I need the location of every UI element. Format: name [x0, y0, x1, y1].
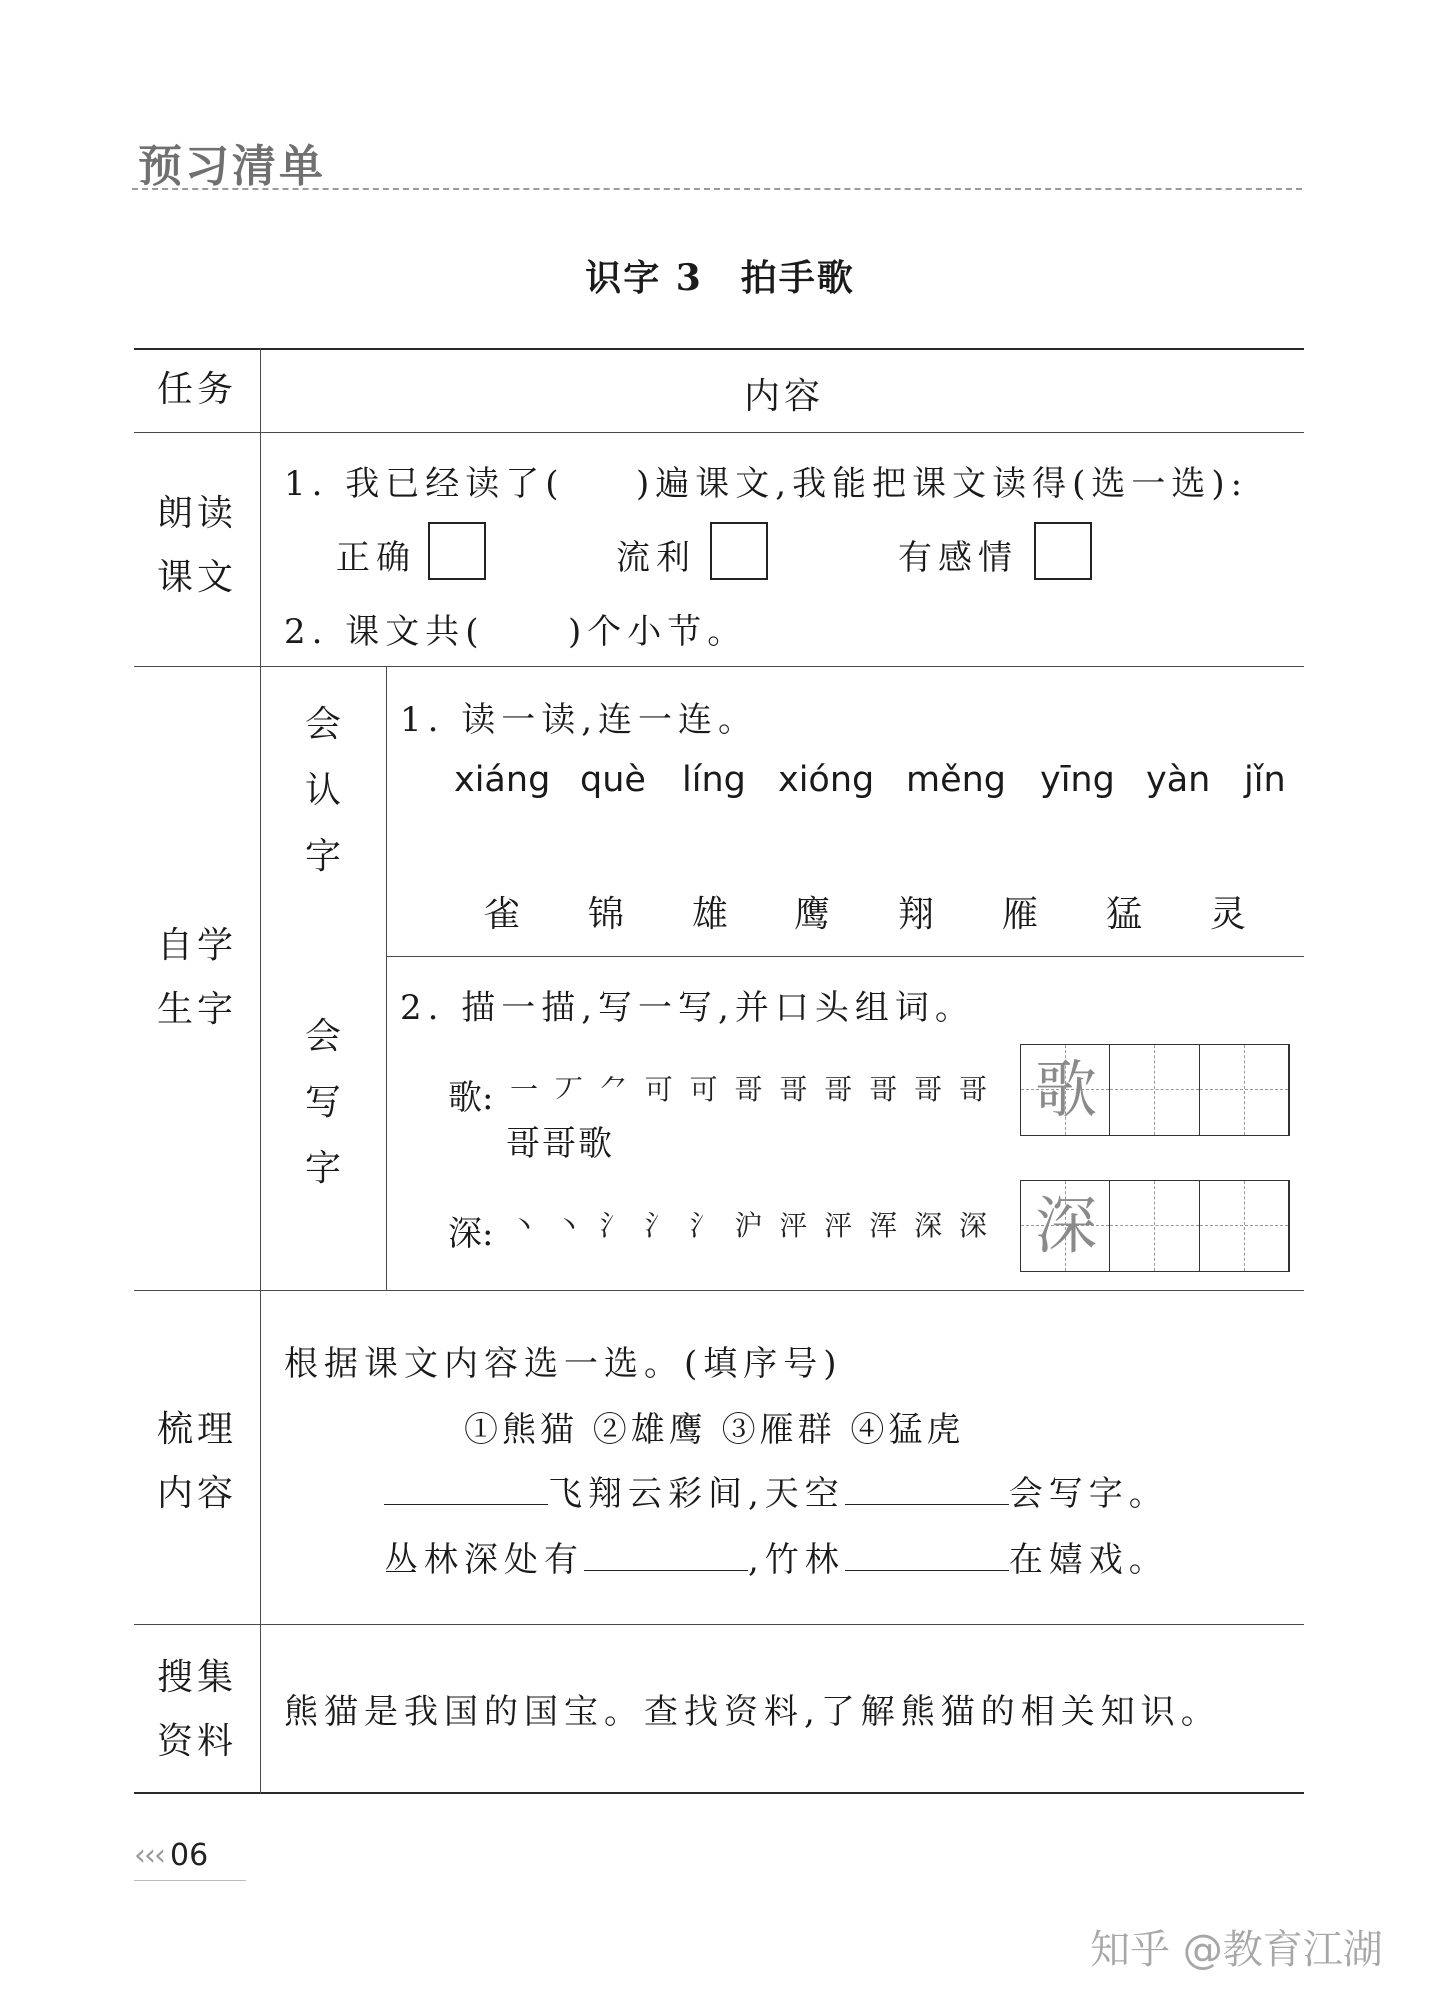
grid-square[interactable]: [1200, 1045, 1289, 1135]
option-emotion-checkbox[interactable]: [1034, 522, 1092, 580]
sub-column-divider: [386, 666, 387, 1290]
sort-line-1-text-b: 会写字。: [1008, 1474, 1169, 1514]
option-fluent-label: 流利: [616, 538, 696, 578]
sort-line-2-text-a: 丛林深处有: [384, 1540, 584, 1580]
sort-instruction: 根据课文内容选一选。(填序号): [284, 1344, 843, 1384]
lesson-label: 识字 3: [585, 257, 703, 299]
shen-stroke-order: 丶 丶 氵 氵 氵 沪 泙 泙 浑 深 深: [510, 1209, 992, 1242]
hanzi-item: 锦: [588, 894, 625, 935]
page-number-underline: [134, 1880, 246, 1881]
sort-line-1: [384, 1466, 1169, 1515]
answer-blank[interactable]: [845, 1475, 1009, 1505]
recognize-instruction: 1. 读一读,连一连。: [400, 700, 759, 740]
reading-label-1: 朗读: [156, 493, 237, 534]
hanzi-item: 猛: [1106, 894, 1143, 935]
lesson-name: 拍手歌: [740, 257, 855, 299]
self-study-label-2: 生字: [156, 989, 237, 1030]
reading-q1-end: )遍课文,我能把课文读得(选一选):: [636, 464, 1249, 504]
hanzi-item: 雀: [484, 894, 521, 935]
pinyin-item: xiáng: [454, 760, 551, 800]
watermark: 知乎 @教育江湖: [1090, 1927, 1383, 1973]
row-divider: [134, 432, 1304, 433]
answer-blank[interactable]: [845, 1541, 1009, 1571]
sort-line-2: [384, 1532, 1169, 1581]
grid-square[interactable]: [1110, 1181, 1199, 1271]
self-study-label-1: 自学: [156, 925, 237, 966]
option-correct-checkbox[interactable]: [428, 522, 486, 580]
hanzi-item: 雁: [1002, 894, 1039, 935]
collect-text: 熊猫是我国的国宝。查找资料,了解熊猫的相关知识。: [284, 1692, 1221, 1732]
option-correct-label: 正确: [336, 538, 416, 578]
page-number-value: 06: [170, 1838, 209, 1873]
sort-label-2: 内容: [156, 1473, 237, 1514]
answer-blank[interactable]: [584, 1541, 748, 1571]
shen-writing-grid[interactable]: [1020, 1180, 1290, 1272]
ge-stroke-order-line2: 哥哥歌: [506, 1124, 614, 1164]
answer-blank[interactable]: [384, 1475, 548, 1505]
hanzi-item: 雄: [692, 894, 729, 935]
pinyin-item: yàn: [1146, 760, 1211, 800]
reading-label-2: 课文: [156, 557, 237, 598]
write-label-2: 写: [304, 1082, 341, 1123]
section-title: 预习清单: [138, 141, 326, 192]
hanzi-item: 灵: [1210, 894, 1247, 935]
ge-trace-char: 歌: [1034, 1053, 1097, 1126]
hanzi-item: 鹰: [794, 894, 831, 935]
shen-trace-char: 深: [1034, 1189, 1097, 1262]
table-top-border: [134, 348, 1304, 350]
shen-prefix: 深:: [448, 1214, 494, 1254]
recognize-label-3: 字: [304, 836, 341, 877]
row-divider: [134, 666, 1304, 667]
pinyin-item: líng: [682, 760, 746, 800]
ge-stroke-order: 一 丆 ⺈ 可 可 哥 哥 哥 哥 哥 哥: [510, 1073, 992, 1106]
table-bottom-border: [134, 1792, 1304, 1794]
pinyin-item: què: [580, 760, 646, 800]
reading-q2-end: )个小节。: [568, 612, 748, 652]
row-divider: [134, 1290, 1304, 1291]
reading-q2-start: 2. 课文共(: [284, 612, 485, 652]
option-fluent-checkbox[interactable]: [710, 522, 768, 580]
pinyin-item: jǐn: [1244, 760, 1286, 800]
reading-q1-start: 1. 我已经读了(: [284, 464, 565, 504]
sort-label-1: 梳理: [156, 1409, 237, 1450]
page-arrows-icon: ‹‹‹: [134, 1838, 164, 1873]
recognize-label-1: 会: [304, 704, 341, 745]
pinyin-item: xióng: [778, 760, 875, 800]
preview-table: [134, 348, 1304, 1796]
header-content: 内容: [744, 376, 825, 417]
grid-square[interactable]: [1110, 1045, 1199, 1135]
write-label-3: 字: [304, 1148, 341, 1189]
sort-line-2-text-b: ,竹林: [748, 1540, 845, 1580]
sort-options: ①熊猫 ②雄鹰 ③雁群 ④猛虎: [464, 1410, 965, 1450]
collect-label-2: 资料: [156, 1721, 237, 1762]
pinyin-item: yīng: [1040, 760, 1115, 800]
row-divider: [386, 956, 1304, 957]
grid-square[interactable]: [1200, 1181, 1289, 1271]
sort-line-1-text-a: 飞翔云彩间,天空: [548, 1474, 845, 1514]
ge-prefix: 歌:: [448, 1078, 494, 1118]
recognize-label-2: 认: [304, 770, 341, 811]
option-emotion-label: 有感情: [898, 538, 1018, 578]
page-number: [134, 1838, 208, 1873]
row-divider: [134, 1624, 1304, 1625]
pinyin-item: měng: [906, 760, 1007, 800]
collect-label-1: 搜集: [156, 1657, 237, 1698]
write-instruction: 2. 描一描,写一写,并口头组词。: [400, 988, 975, 1028]
lesson-title: [0, 250, 1440, 301]
sort-line-2-text-c: 在嬉戏。: [1008, 1540, 1169, 1580]
section-divider: [132, 188, 1302, 190]
ge-writing-grid[interactable]: [1020, 1044, 1290, 1136]
hanzi-item: 翔: [898, 894, 935, 935]
header-task: 任务: [156, 369, 237, 410]
write-label-1: 会: [304, 1016, 341, 1057]
